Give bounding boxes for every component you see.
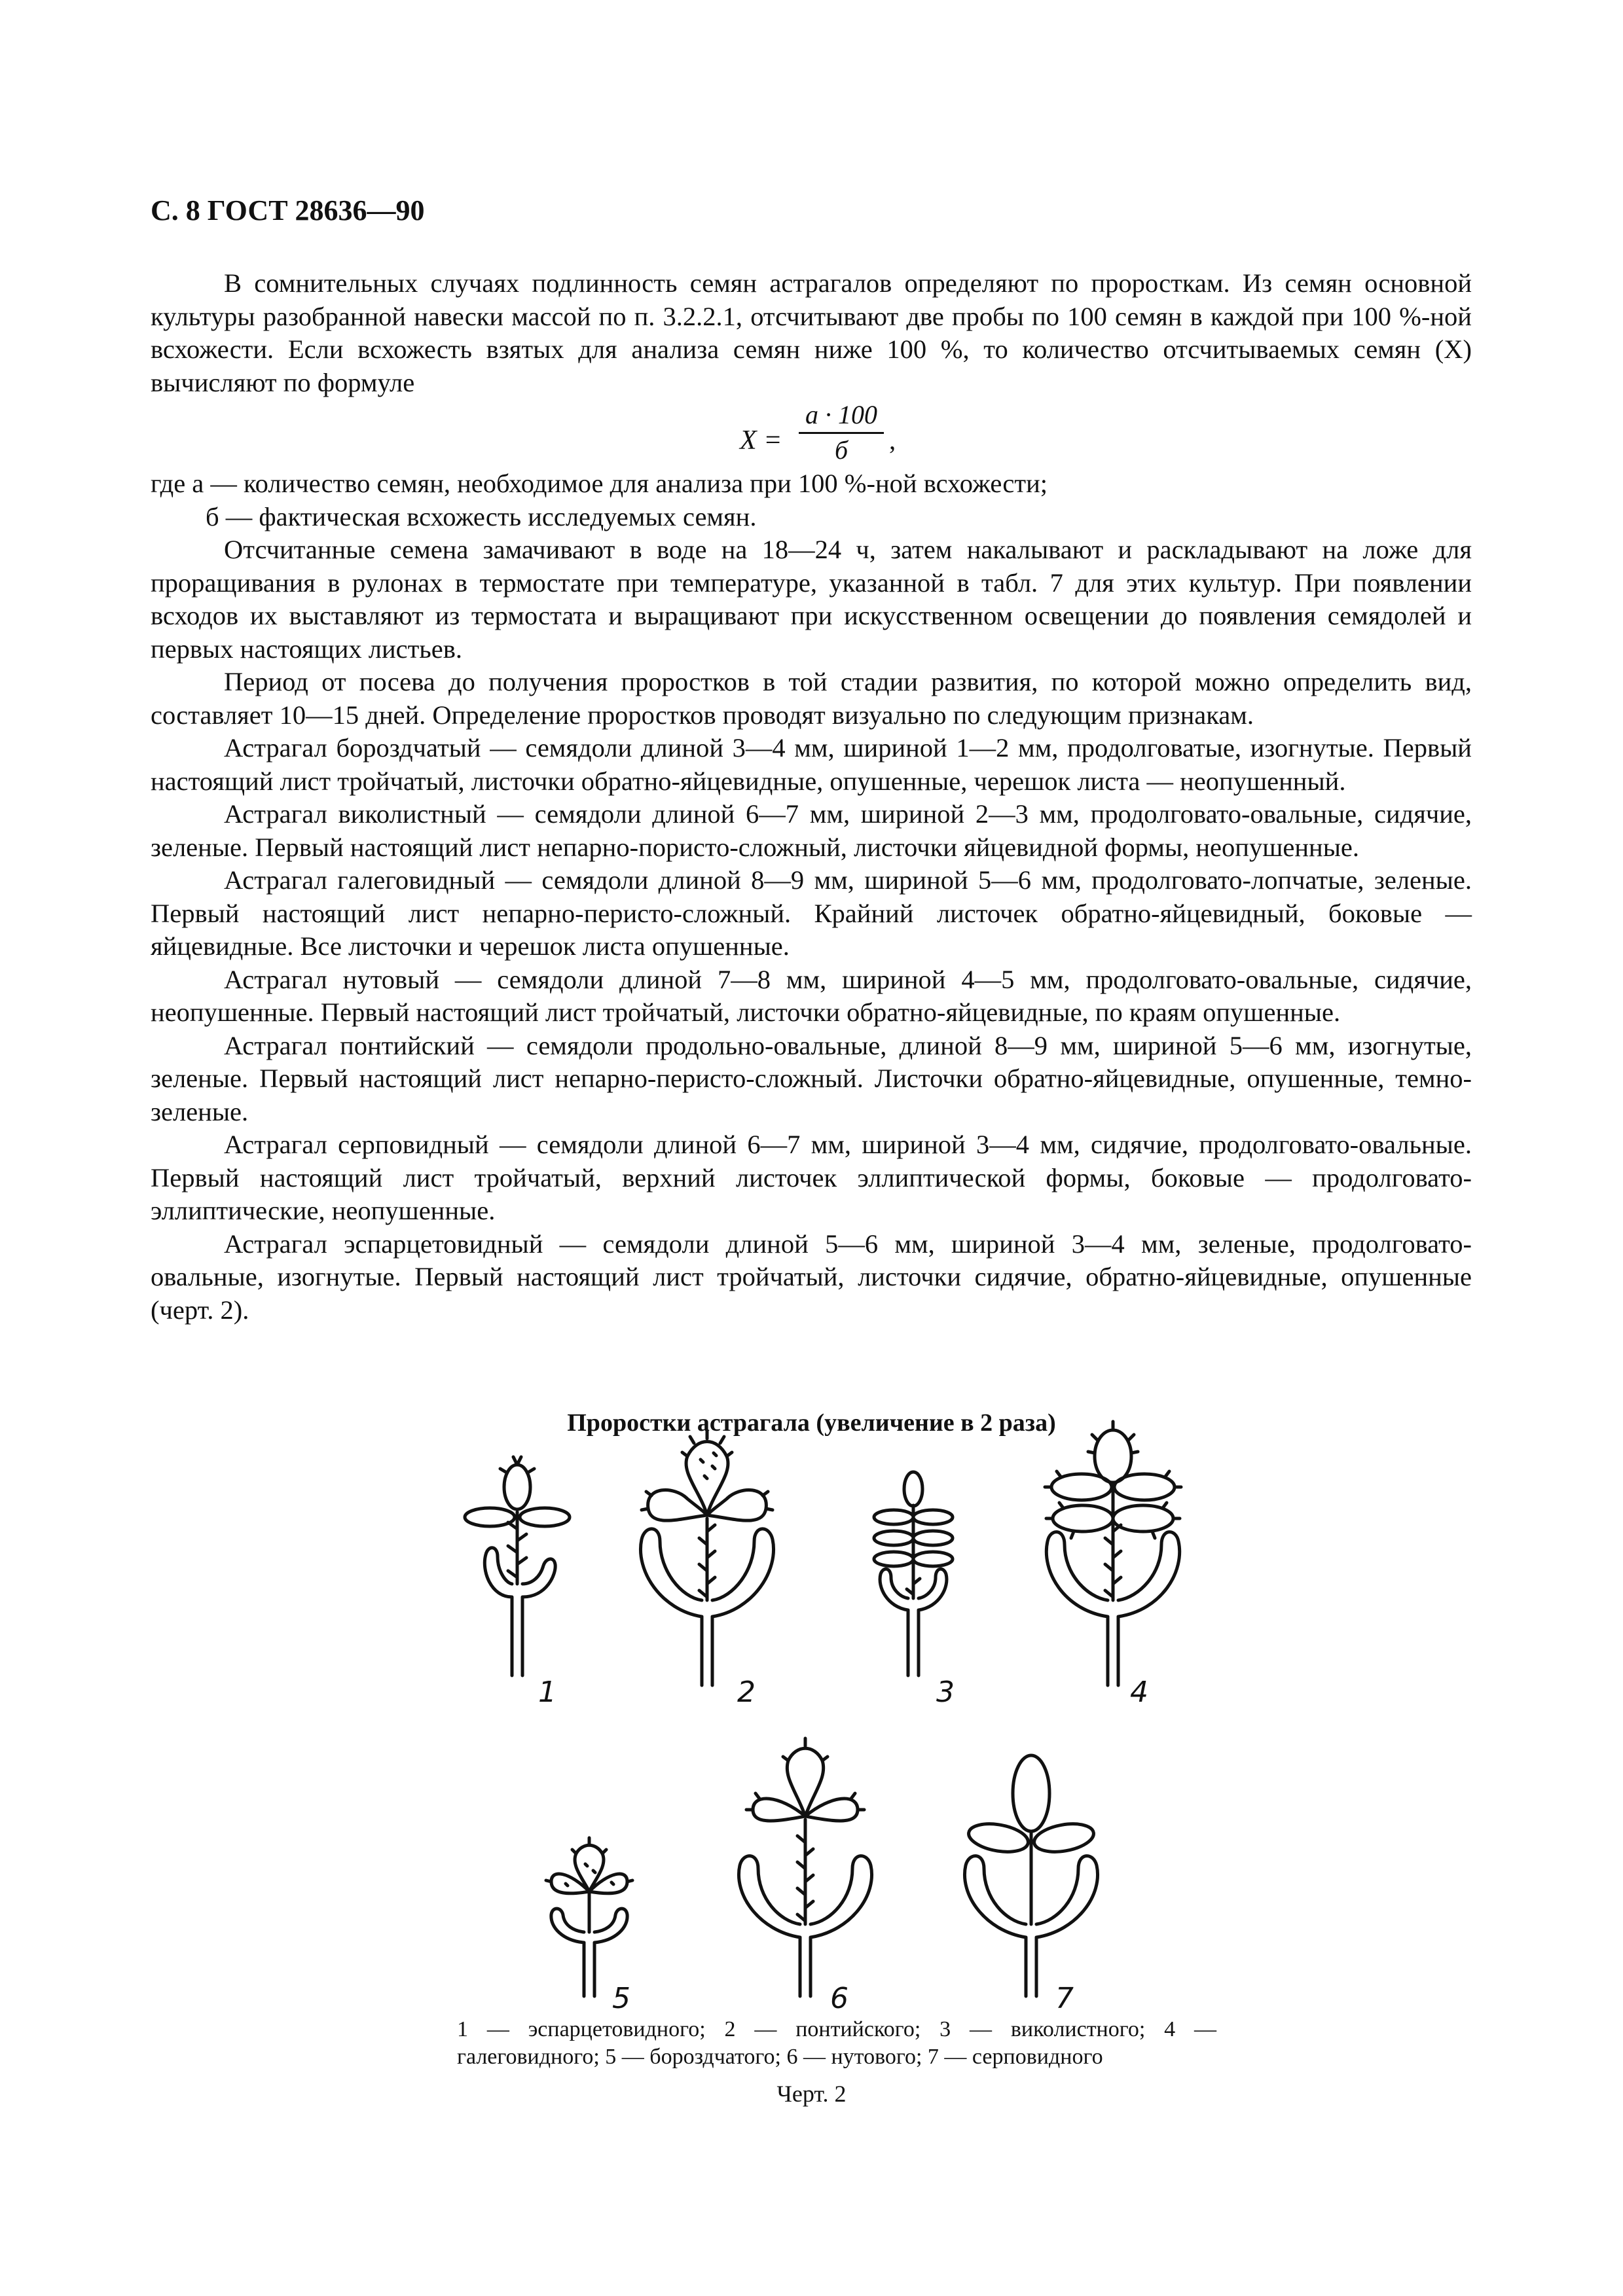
paragraph-intro: В сомнительных случаях подлинность семян астрагалов определяют по проросткам. Из семян основной культуры разобранной навески массой по п. 3.2.2.1, отсчитывают две пробы по 100 семян в каждой при 100 %-ной всхожести. Если всхожесть взятых для анализа семян ниже 100 %, то количество отсчитываемых семян (X) вычисляют по формуле: [151, 268, 1472, 397]
seedling-label-5: 5: [612, 1982, 630, 2015]
figure-number: Черт. 2: [776, 2081, 847, 2107]
seedling-7-drawing: [964, 1755, 1097, 1996]
seedling-5-drawing: [546, 1838, 632, 1996]
page-header: С. 8 ГОСТ 28636—90: [151, 194, 425, 226]
paragraph-furrowed: Астрагал бороздчатый — семядоли длиной 3—4 мм, шириной 1—2 мм, продолговатые, изогнутые. Первый настоящий лист тройчатый, листочки обратно-яйцевидные, опушенные, черешок листа — неопушенный.: [151, 733, 1472, 796]
seedling-label-2: 2: [737, 1676, 756, 1709]
paragraph-galega: Астрагал галеговидный — семядоли длиной 8—9 мм, шириной 5—6 мм, продолговато-лопчатые, зеленые. Первый настоящий лист непарно-перисто-сложный. Крайний листочек обратно-яйцевидный, боковые — яйцевидные. Все листочки и черешок листа опушенные.: [151, 865, 1472, 961]
formula-lhs: X =: [740, 425, 782, 456]
seedling-label-3: 3: [936, 1676, 955, 1709]
paragraph-chickpea: Астрагал нутовый — семядоли длиной 7—8 мм, шириной 4—5 мм, продолговато-овальные, сидячие, неопушенные. Первый настоящий лист тройчатый, листочки обратно-яйцевидные, по краям опушенные.: [151, 964, 1472, 1027]
seedling-4-drawing: [1045, 1422, 1181, 1685]
paragraph-pontic: Астрагал понтийский — семядоли продольно-овальные, длиной 8—9 мм, шириной 5—6 мм, изогнутые, зеленые. Первый настоящий лист непарно-перисто-сложный. Листочки обратно-яйцевидные, опушенные, темно-зеленые.: [151, 1030, 1472, 1126]
figure-title: Проростки астрагала (увеличение в 2 раза): [567, 1409, 1056, 1437]
figure-caption: 1 — эспарцетовидного; 2 — понтийского; 3 — виколистного; 4 — галеговидного; 5 — бороздчатого; 6 — нутового; 7 — серповидного: [457, 2017, 1216, 2069]
formula-numerator: a · 100: [805, 400, 877, 429]
paragraph-soaking: Отсчитанные семена замачивают в воде на 18—24 ч, затем накалывают и раскладывают на ложе для проращивания в рулонах в термостате при температуре, указанной в табл. 7 для этих культур. При появлении всходов их выставляют из термостата и выращивают при искусственном освещении до появления семядолей и первых настоящих листьев.: [151, 535, 1472, 664]
where-b: б — фактическая всхожесть исследуемых семян.: [206, 501, 757, 531]
seedling-3-drawing: [874, 1472, 953, 1676]
seedling-6-drawing: [739, 1738, 871, 1996]
formula-trail: ,: [889, 425, 896, 455]
paragraph-vetchleaf: Астрагал виколистный — семядоли длиной 6—7 мм, шириной 2—3 мм, продолговато-овальные, сидячие, зеленые. Первый настоящий лист непарно-пористо-сложный, листочки яйцевидной формы, неопушенные.: [151, 799, 1472, 862]
seedling-label-1: 1: [538, 1676, 556, 1709]
where-a: где а — количество семян, необходимое для анализа при 100 %-ной всхожести;: [151, 469, 1048, 498]
seedling-label-4: 4: [1130, 1676, 1148, 1709]
seedling-2-drawing: [640, 1431, 773, 1685]
seedling-label-7: 7: [1055, 1982, 1074, 2015]
seedling-1-drawing: [465, 1457, 570, 1676]
formula-denominator: б: [834, 435, 848, 465]
paragraph-sickle: Астрагал серповидный — семядоли длиной 6—7 мм, шириной 3—4 мм, сидячие, продолговато-овальные. Первый настоящий лист тройчатый, верхний листочек эллиптической формы, боковые — продолговато-эллиптические, неопушенные.: [151, 1130, 1472, 1225]
paragraph-period: Период от посева до получения проростков в той стадии развития, по которой можно определить вид, составляет 10—15 дней. Определение проростков проводят визуально по следующим признакам.: [151, 667, 1472, 730]
paragraph-sainfoin: Астрагал эспарцетовидный — семядоли длиной 5—6 мм, шириной 3—4 мм, зеленые, продолговато-овальные, изогнутые. Первый настоящий лист тройчатый, листочки сидячие, обратно-яйцевидные, опушенные (черт. 2).: [151, 1229, 1472, 1325]
seedling-label-6: 6: [830, 1982, 848, 2015]
